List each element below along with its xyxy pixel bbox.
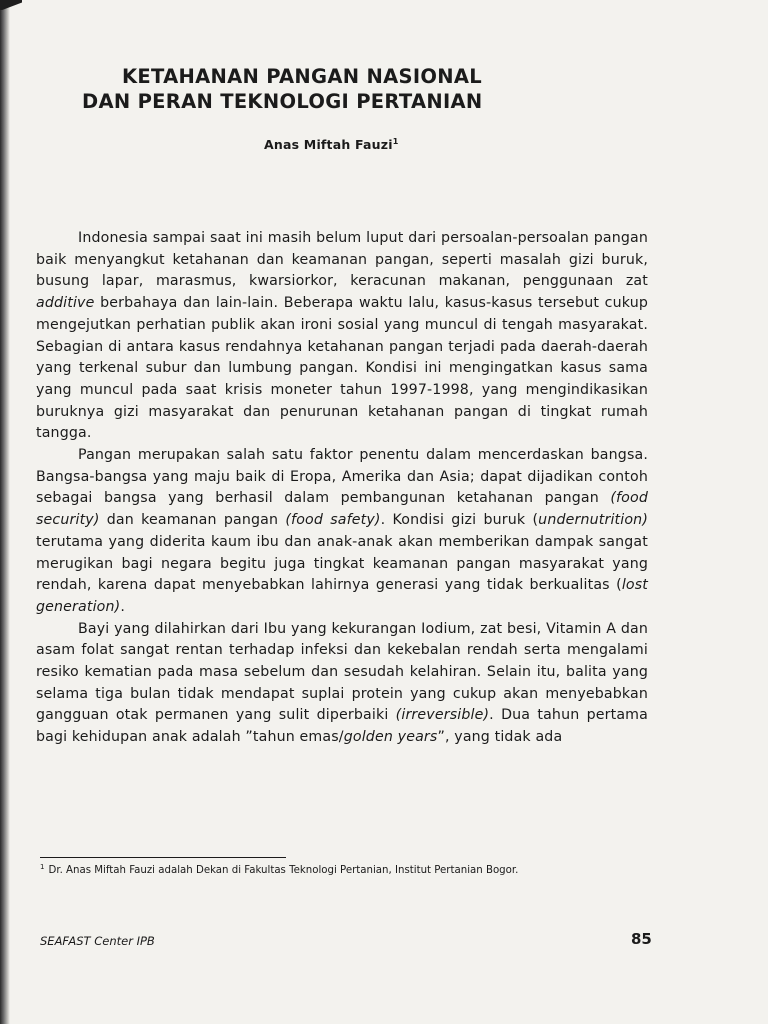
author-byline <box>264 137 399 152</box>
scan-corner-mark <box>0 0 22 10</box>
paragraph-3-text-b: . Dua tahun pertama bagi kehidupan anak adalah ”tahun emas/ <box>36 707 648 746</box>
paragraph-2-italic-3: undernutrition) <box>538 512 649 529</box>
title-line-2: DAN PERAN TEKNOLOGI PERTANIAN <box>82 90 483 113</box>
paragraph-2-text-b: dan keamanan pangan <box>99 512 286 529</box>
author-footnote-mark: 1 <box>392 136 399 146</box>
paragraph-1 <box>36 228 648 445</box>
footnote-text: Dr. Anas Miftah Fauzi adalah Dekan di Fakultas Teknologi Pertanian, Institut Pertanian Bogor. <box>48 865 519 876</box>
paragraph-3-text-a: Bayi yang dilahirkan dari Ibu yang kekurangan Iodium, zat besi, Vitamin A dan asam folat sangat rentan terhadap infeksi dan kekebalan rendah serta mengalami resiko kematian pada masa sebelum dan sesudah kelahiran. Selain itu, balita yang selama tiga bulan tidak mendapat suplai protein yang cukup akan menyebabkan gangguan otak permanen yang sulit diperbaiki <box>36 620 648 724</box>
footnote-mark: 1 <box>40 862 45 871</box>
paragraph-2-text-e: . <box>120 598 126 615</box>
paragraph-2-italic-1: (food security) <box>36 490 648 529</box>
paragraph-1-italic: additive <box>36 295 95 312</box>
footer-publisher: SEAFAST Center IPB <box>40 934 155 948</box>
paragraph-3-italic-1: (irreversible) <box>395 707 490 724</box>
paragraph-2-text-c: . Kondisi gizi buruk ( <box>380 512 539 529</box>
article-title <box>72 64 672 114</box>
paragraph-3-italic-2: golden years <box>343 729 438 746</box>
paragraph-3-text-c: ”, yang tidak ada <box>437 729 563 746</box>
paragraph-2-italic-2: (food safety) <box>285 512 381 529</box>
paragraph-2 <box>36 445 648 619</box>
paragraph-1-text-b: berbahaya dan lain-lain. Beberapa waktu lalu, kasus-kasus tersebut cukup mengejutkan perhatian publik akan ironi sosial yang muncul di tengah masyarakat. Sebagian di antara kasus rendahnya ketahanan pangan terjadi pada daerah-daerah yang terkenal subur dan lumbung pangan. Kondisi ini mengingatkan kasus sama yang muncul pada saat krisis moneter tahun 1997-1998, yang mengindikasikan buruknya gizi masyarakat dan penurunan ketahanan pangan di tingkat rumah tangga. <box>36 295 648 442</box>
paragraph-2-text-d: terutama yang diderita kaum ibu dan anak-anak akan memberikan dampak sangat merugikan bagi negara begitu juga tingkat keamanan pangan masyarakat yang rendah, karena dapat menyebabkan lahirnya generasi yang tidak berkualitas ( <box>36 533 648 594</box>
paragraph-2-text-a: Pangan merupakan salah satu faktor penentu dalam mencerdaskan bangsa. Bangsa-bangsa yang maju baik di Eropa, Amerika dan Asia; dapat dijadikan contoh sebagai bangsa yang berhasil dalam pembangunan ketahanan pangan <box>36 447 648 507</box>
page-number: 85 <box>631 930 652 948</box>
document-page <box>36 0 652 1024</box>
paragraph-3 <box>36 619 648 749</box>
binding-edge-shadow <box>0 0 10 1024</box>
footnote <box>40 864 640 878</box>
paragraph-1-text-a: Indonesia sampai saat ini masih belum luput dari persoalan-persoalan pangan baik menyangkut ketahanan dan keamanan pangan, seperti masalah gizi buruk, busung lapar, marasmus, kwarsiorkor, keracunan makanan, penggunaan zat <box>36 230 648 290</box>
author-name: Anas Miftah Fauzi <box>264 137 393 152</box>
footnote-divider <box>40 857 286 858</box>
paragraph-2-italic-4: lost generation) <box>36 577 648 615</box>
title-line-1: KETAHANAN PANGAN NASIONAL <box>122 65 482 88</box>
article-body <box>36 228 648 749</box>
